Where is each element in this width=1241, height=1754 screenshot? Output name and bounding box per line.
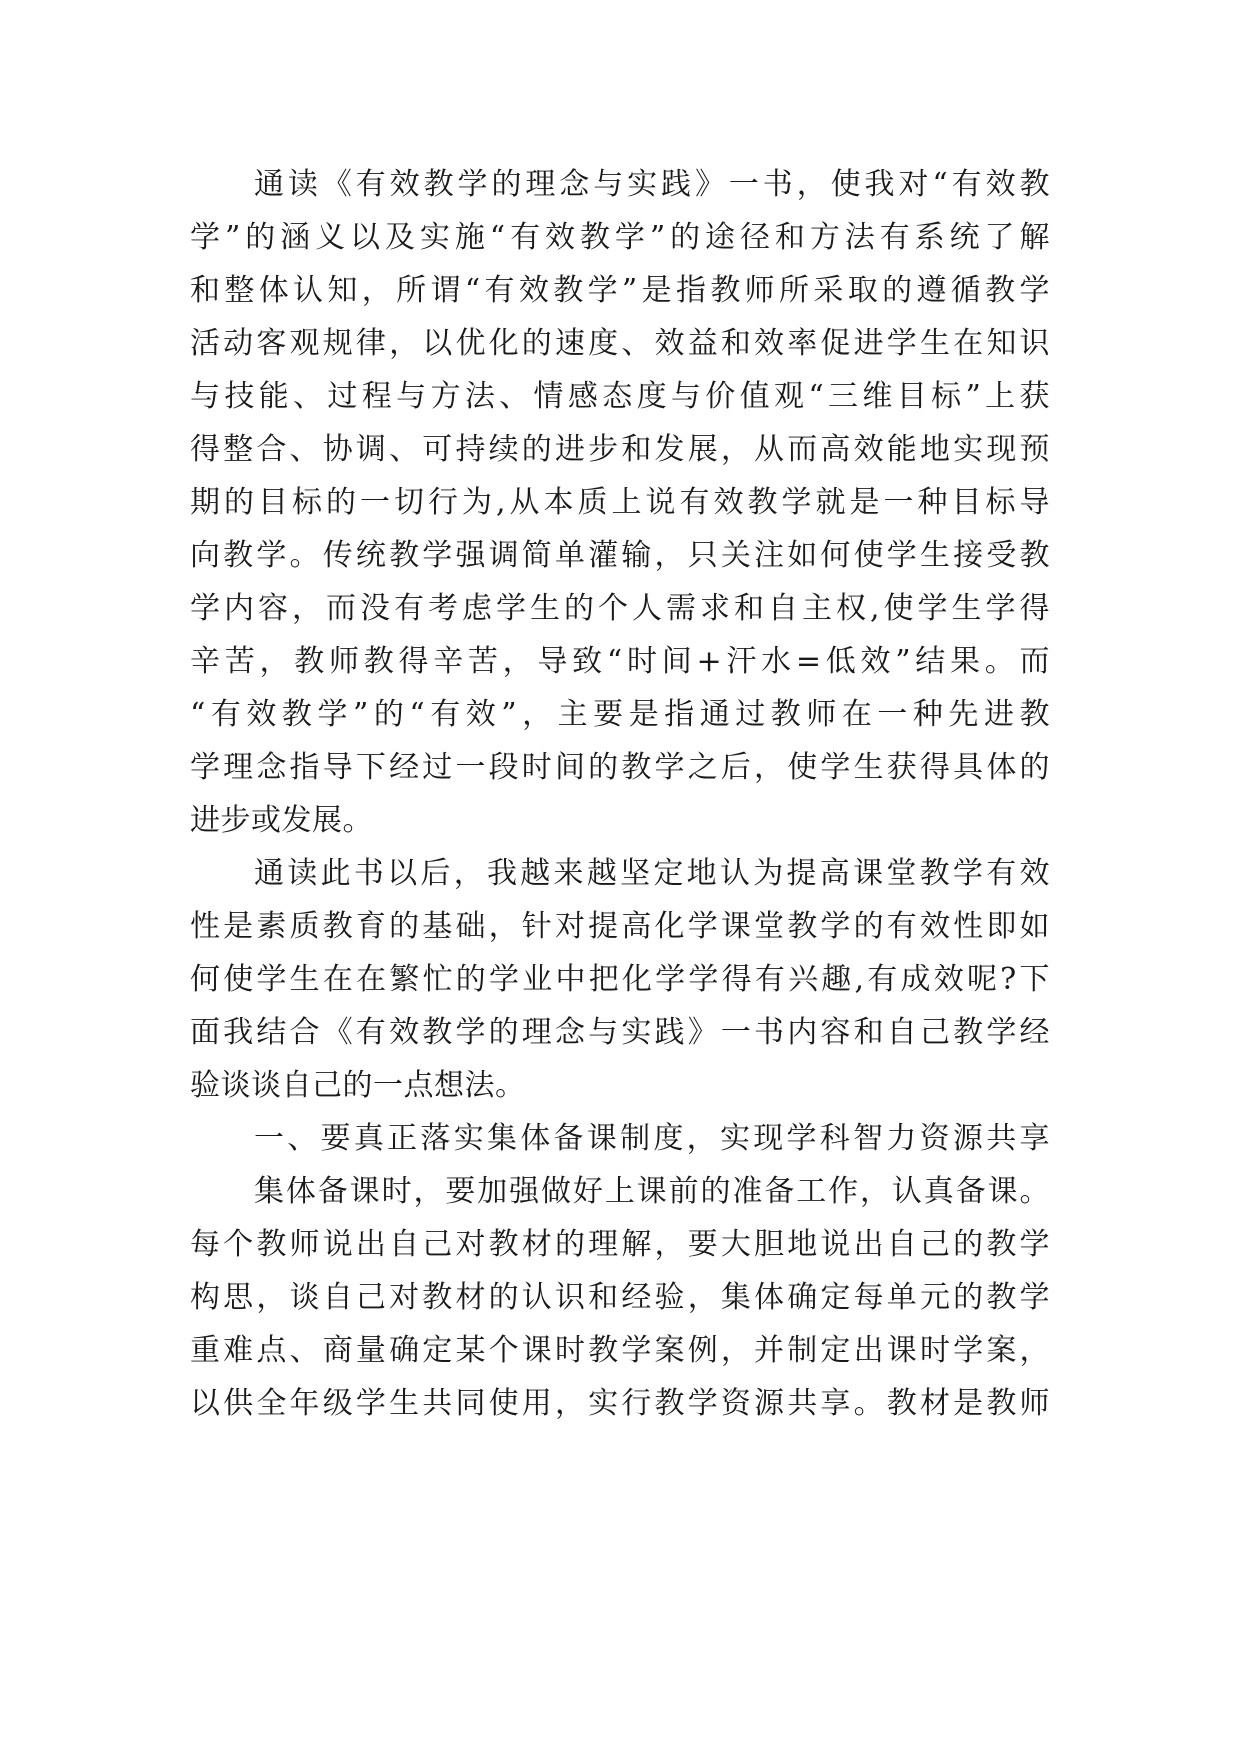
text-line: 以供全年级学生共同使用，实行教学资源共享。教材是教师 bbox=[190, 1386, 1050, 1421]
text-line: 期的目标的一切行为,从本质上说有效教学就是一种目标导 bbox=[190, 485, 1050, 520]
text-line: 向教学。传统教学强调简单灌输，只关注如何使学生接受教 bbox=[190, 538, 1050, 573]
text-line: 学”的涵义以及实施“有效教学”的途径和方法有系统了解 bbox=[190, 220, 1050, 255]
text-line: 通读《有效教学的理念与实践》一书，使我对“有效教 bbox=[254, 167, 1050, 202]
text-line: 集体备课时，要加强做好上课前的准备工作，认真备课。 bbox=[254, 1174, 1050, 1209]
text-line: 重难点、商量确定某个课时教学案例，并制定出课时学案， bbox=[190, 1333, 1050, 1368]
paragraph-reflection bbox=[190, 847, 1050, 1112]
paragraph-section-1 bbox=[190, 1165, 1050, 1430]
text-line: “有效教学”的“有效”，主要是指通过教师在一种先进教 bbox=[190, 697, 1050, 732]
section-heading bbox=[190, 1112, 1050, 1165]
text-line: 活动客观规律，以优化的速度、效益和效率促进学生在知识 bbox=[190, 326, 1050, 361]
text-line: 每个教师说出自己对教材的理解，要大胆地说出自己的教学 bbox=[190, 1227, 1050, 1262]
text-line: 与技能、过程与方法、情感态度与价值观“三维目标”上获 bbox=[190, 379, 1050, 414]
paragraph-intro bbox=[190, 158, 1050, 847]
text-line: 通读此书以后，我越来越坚定地认为提高课堂教学有效 bbox=[254, 856, 1050, 891]
section-heading-text: 一、要真正落实集体备课制度，实现学科智力资源共享 bbox=[254, 1121, 1050, 1156]
text-line: 面我结合《有效教学的理念与实践》一书内容和自己教学经 bbox=[190, 1015, 1050, 1050]
text-line: 学理念指导下经过一段时间的教学之后，使学生获得具体的 bbox=[190, 750, 1050, 785]
text-line: 进步或发展。 bbox=[190, 803, 373, 838]
document-body bbox=[190, 158, 1050, 1430]
text-line: 验谈谈自己的一点想法。 bbox=[190, 1068, 526, 1103]
text-line: 辛苦，教师教得辛苦，导致“时间+汗水=低效”结果。而 bbox=[190, 644, 1050, 679]
text-line: 和整体认知，所谓“有效教学”是指教师所采取的遵循教学 bbox=[190, 273, 1050, 308]
text-line: 构思，谈自己对教材的认识和经验，集体确定每单元的教学 bbox=[190, 1280, 1050, 1315]
text-line: 得整合、协调、可持续的进步和发展，从而高效能地实现预 bbox=[190, 432, 1050, 467]
text-line: 学内容，而没有考虑学生的个人需求和自主权,使学生学得 bbox=[190, 591, 1050, 626]
text-line: 何使学生在在繁忙的学业中把化学学得有兴趣,有成效呢?下 bbox=[190, 962, 1050, 997]
text-line: 性是素质教育的基础，针对提高化学课堂教学的有效性即如 bbox=[190, 909, 1050, 944]
